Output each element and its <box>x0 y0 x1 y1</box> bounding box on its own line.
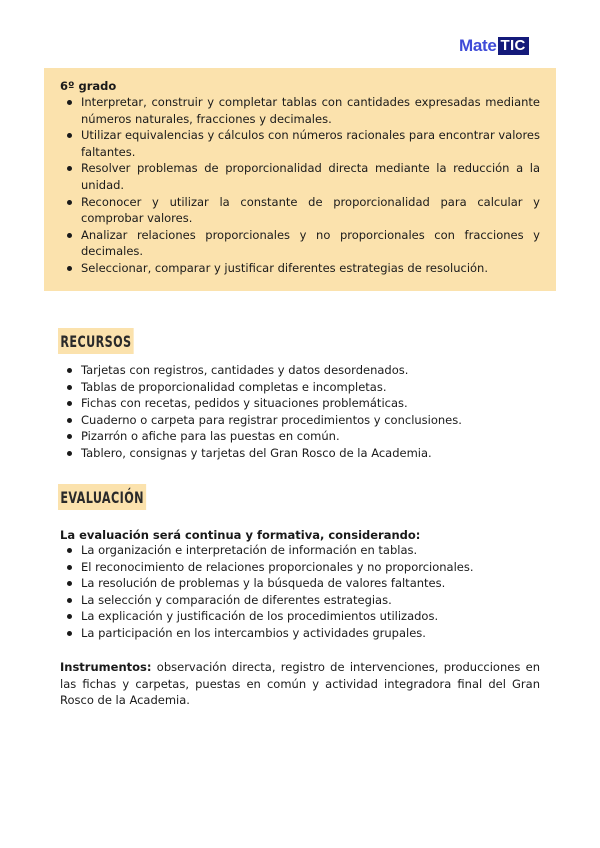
instrumentos-text: observación directa, registro de intervenciones, producciones en las fichas y carpetas, puestas en común y actividad integradora final del Gran Rosco de la Academia. <box>60 660 540 708</box>
logo-text: Mate <box>459 36 497 55</box>
list-item: Pizarrón o afiche para las puestas en común. <box>60 428 540 445</box>
logo-tic-box: TIC <box>498 37 529 55</box>
list-item: La participación en los intercambios y actividades grupales. <box>60 625 540 642</box>
instrumentos-paragraph <box>60 659 540 709</box>
list-item: Seleccionar, comparar y justificar diferentes estrategias de resolución. <box>60 260 540 277</box>
list-item: El reconocimiento de relaciones proporcionales y no proporcionales. <box>60 559 540 576</box>
instrumentos-label: Instrumentos: <box>60 660 152 674</box>
list-item: Utilizar equivalencias y cálculos con números racionales para encontrar valores faltantes. <box>60 127 540 160</box>
matetic-logo <box>459 36 529 56</box>
evaluacion-heading: EVALUACIÓN <box>58 484 146 510</box>
list-item: Resolver problemas de proporcionalidad directa mediante la reducción a la unidad. <box>60 160 540 193</box>
list-item: Tablero, consignas y tarjetas del Gran Rosco de la Academia. <box>60 445 540 462</box>
list-item: La organización e interpretación de información en tablas. <box>60 542 540 559</box>
recursos-heading: RECURSOS <box>58 328 134 354</box>
grade-objectives-box <box>44 68 556 291</box>
grade-objectives-list <box>60 94 540 277</box>
evaluacion-intro: La evaluación será continua y formativa, considerando: <box>60 528 421 542</box>
list-item: Tarjetas con registros, cantidades y datos desordenados. <box>60 362 540 379</box>
list-item: La explicación y justificación de los procedimientos utilizados. <box>60 608 540 625</box>
list-item: La selección y comparación de diferentes estrategias. <box>60 592 540 609</box>
list-item: Tablas de proporcionalidad completas e incompletas. <box>60 379 540 396</box>
recursos-list <box>60 362 540 462</box>
list-item: Analizar relaciones proporcionales y no proporcionales con fracciones y decimales. <box>60 227 540 260</box>
grade-title: 6º grado <box>60 79 117 93</box>
list-item: Cuaderno o carpeta para registrar procedimientos y conclusiones. <box>60 412 540 429</box>
evaluacion-list <box>60 542 540 642</box>
list-item: Fichas con recetas, pedidos y situaciones problemáticas. <box>60 395 540 412</box>
list-item: La resolución de problemas y la búsqueda de valores faltantes. <box>60 575 540 592</box>
list-item: Reconocer y utilizar la constante de proporcionalidad para calcular y comprobar valores. <box>60 194 540 227</box>
list-item: Interpretar, construir y completar tablas con cantidades expresadas mediante números naturales, fracciones y decimales. <box>60 94 540 127</box>
